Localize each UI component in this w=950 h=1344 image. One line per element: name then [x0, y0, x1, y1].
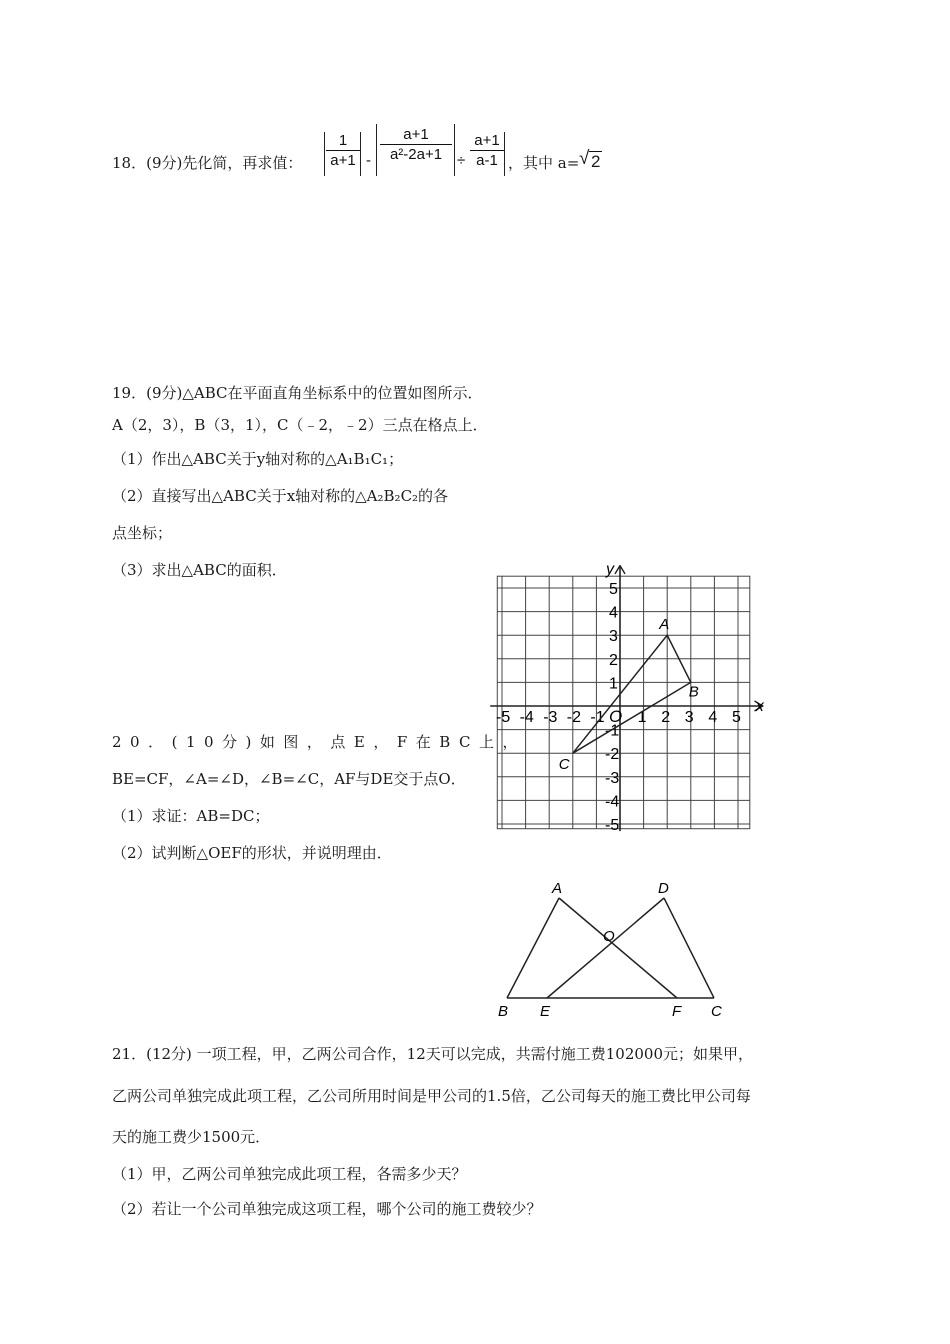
grid-lines [497, 576, 750, 829]
segment-dc [664, 898, 714, 998]
point-label-a: A [659, 616, 670, 634]
point-label-b: B [688, 683, 699, 701]
q21-line-4: （1）甲，乙两公司单独完成此项工程，各需多少天？ [112, 1165, 467, 1183]
label-o: O [603, 928, 615, 945]
fraction-3-bar [470, 150, 504, 151]
q19-line-1: 19．(9分)△ABC在平面直角坐标系中的位置如图所示． [112, 384, 483, 402]
sqrt-symbol: √ [579, 148, 590, 169]
y-tick-label: 5 [609, 581, 618, 598]
label-b: B [498, 1003, 509, 1020]
q19-line-6: （3）求出△ABC的面积． [112, 561, 287, 579]
fraction-3-right-border [504, 132, 505, 176]
fraction-2-a-plus-1-over-quadratic [380, 126, 452, 163]
sqrt-radicand: 2 [591, 152, 601, 171]
q20-line-1-text: 20．(10分)如图，点E，F在BC上， [112, 733, 527, 751]
y-tick-label: -3 [605, 769, 620, 787]
y-tick-label: -5 [605, 817, 620, 834]
y-tick-label: -1 [605, 722, 620, 740]
label-d: D [658, 880, 669, 897]
triangle-figure-q20 [492, 876, 732, 1021]
origin-label: O [609, 707, 623, 726]
y-tick-label: -4 [605, 793, 620, 811]
x-tick-label: 1 [637, 709, 647, 726]
axes [490, 566, 763, 831]
grid-border [497, 576, 750, 829]
y-tick-label: 4 [609, 604, 618, 622]
q21-line-3: 天的施工费少1500元． [112, 1128, 271, 1146]
fraction-3-denominator: a-1 [476, 152, 498, 169]
segment-de [547, 898, 664, 998]
x-tick-label: -1 [590, 709, 605, 726]
fraction-2-bar [380, 144, 452, 145]
triangle-abc [559, 616, 699, 773]
x-axis-label: x [755, 698, 764, 715]
fraction-2-numerator: a+1 [403, 126, 429, 143]
q19-line-3: （1）作出△ABC关于y轴对称的△A₁B₁C₁； [112, 450, 404, 468]
q19-line-5: 点坐标； [112, 524, 173, 542]
fraction-1-numerator: 1 [338, 132, 348, 149]
x-tick-label: -4 [519, 709, 534, 726]
fraction-1-right-border [360, 132, 361, 176]
y-axis-label: y [606, 565, 614, 578]
fraction-3-a-plus-1-over-a-minus-1 [470, 132, 504, 169]
segment-af [559, 898, 677, 998]
x-tick-label: 3 [684, 709, 694, 726]
segment-ab [507, 898, 559, 998]
x-tick-label: 5 [732, 709, 741, 726]
fraction-2-left-border [376, 124, 377, 176]
x-tick-label: 4 [708, 709, 718, 726]
x-tick-label: -2 [566, 709, 582, 726]
triangle-abc-outline [573, 635, 691, 753]
minus-sign: - [366, 152, 371, 169]
label-e: E [540, 1003, 551, 1020]
fraction-1-denominator: a+1 [330, 152, 356, 169]
q18-prefix: 18．(9分)先化简，再求值： [112, 154, 303, 172]
q21-line-2: 乙两公司单独完成此项工程，乙公司所用时间是甲公司的1.5倍，乙公司每天的施工费比甲公司每 [112, 1087, 751, 1105]
fraction-1-bar [326, 150, 360, 151]
fraction-box-left-border [324, 132, 325, 176]
y-tick-label: 2 [609, 651, 618, 669]
q19-line-2: A（2，3），B（3，1），C（﹣2，﹣2）三点在格点上． [112, 416, 488, 434]
fraction-2-denominator: a²-2a+1 [389, 146, 443, 163]
x-tick-label: 2 [661, 709, 671, 726]
label-a: A [552, 880, 563, 897]
fraction-2-right-border [454, 124, 455, 176]
fraction-1-over-a-plus-1 [326, 132, 360, 169]
q20-line-3: （1）求证：AB=DC； [112, 807, 270, 825]
label-f: F [672, 1003, 682, 1020]
y-tick-label: -2 [605, 746, 620, 764]
coordinate-grid-figure [490, 565, 770, 840]
x-tick-label: -3 [543, 709, 558, 726]
q19-line-4: （2）直接写出△ABC关于x轴对称的△A₂B₂C₂的各 [112, 487, 449, 505]
label-c: C [711, 1003, 722, 1020]
q21-line-1: 21．(12分) 一项工程，甲，乙两公司合作，12天可以完成，共需付施工费102000元；如果甲， [112, 1045, 753, 1063]
y-tick-label: 3 [609, 628, 618, 646]
divide-sign: ÷ [457, 152, 466, 169]
q20-line-2: BE=CF，∠A=∠D，∠B=∠C，AF与DE交于点O． [112, 770, 466, 788]
q20-line-4: （2）试判断△OEF的形状，并说明理由． [112, 844, 392, 862]
point-label-c: C [558, 756, 570, 774]
x-tick-label: -5 [496, 709, 511, 726]
q20-line-1 [112, 731, 527, 752]
fraction-3-numerator: a+1 [474, 132, 500, 149]
q21-line-5: （2）若让一个公司单独完成这项工程，哪个公司的施工费较少？ [112, 1200, 542, 1218]
q18-suffix: ，其中 a= [508, 154, 580, 172]
y-tick-label: 1 [609, 675, 618, 693]
